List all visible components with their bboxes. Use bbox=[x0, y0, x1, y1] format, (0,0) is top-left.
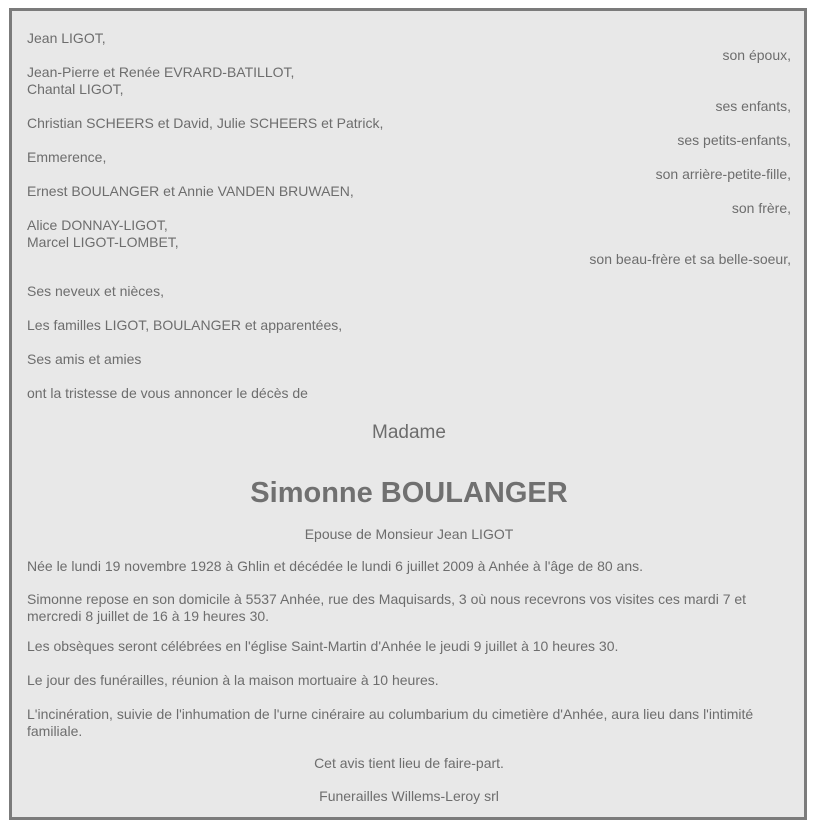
birth-death-paragraph: Née le lundi 19 novembre 1928 à Ghlin et décédée le lundi 6 juillet 2009 à Anhée à l'âge de 80 ans. bbox=[27, 558, 644, 574]
families-line: Les familles LIGOT, BOULANGER et apparentées, bbox=[27, 317, 343, 333]
children-name-2: Chantal LIGOT, bbox=[27, 81, 124, 97]
deceased-name: Simonne BOULANGER bbox=[250, 477, 568, 509]
inlaws-name-1: Alice DONNAY-LIGOT, bbox=[27, 217, 168, 233]
friends-line: Ses amis et amies bbox=[27, 351, 142, 367]
children-role: ses enfants, bbox=[715, 98, 791, 114]
brother-name: Ernest BOULANGER et Annie VANDEN BRUWAEN, bbox=[27, 183, 354, 199]
announce-line: ont la tristesse de vous annoncer le décès de bbox=[27, 385, 308, 401]
inlaws-name-2: Marcel LIGOT-LOMBET, bbox=[27, 234, 179, 250]
nephews-line: Ses neveux et nièces, bbox=[27, 283, 164, 299]
spouse-role: son époux, bbox=[722, 47, 791, 63]
children-name-1: Jean-Pierre et Renée EVRARD-BATILLOT, bbox=[27, 64, 295, 80]
funeral-home: Funerailles Willems-Leroy srl bbox=[319, 788, 499, 804]
funeral-paragraph: Les obsèques seront célébrées en l'église Saint-Martin d'Anhée le jeudi 9 juillet à 10 heures 30. bbox=[27, 638, 619, 654]
great-grandchild-role: son arrière-petite-fille, bbox=[655, 166, 791, 182]
deceased-spouse-line: Epouse de Monsieur Jean LIGOT bbox=[304, 526, 514, 542]
obituary-card bbox=[9, 8, 807, 820]
spouse-name: Jean LIGOT, bbox=[27, 30, 106, 46]
great-grandchild-name: Emmerence, bbox=[27, 149, 107, 165]
deceased-title: Madame bbox=[372, 422, 446, 443]
brother-role: son frère, bbox=[731, 200, 791, 216]
visitation-paragraph: Simonne repose en son domicile à 5537 Anhée, rue des Maquisards, 3 où nous recevrons vos visites ces mardi 7 et mercredi 8 juillet de 16 à 19 heures 30. bbox=[27, 591, 747, 624]
grandchildren-names: Christian SCHEERS et David, Julie SCHEERS et Patrick, bbox=[27, 115, 384, 131]
notice-line: Cet avis tient lieu de faire-part. bbox=[314, 755, 504, 771]
grandchildren-role: ses petits-enfants, bbox=[677, 132, 791, 148]
cremation-paragraph: L'incinération, suivie de l'inhumation de l'urne cinéraire au columbarium du cimetière d'Anhée, aura lieu dans l'intimité familiale. bbox=[27, 706, 754, 739]
inlaws-role: son beau-frère et sa belle-soeur, bbox=[589, 251, 791, 267]
meeting-paragraph: Le jour des funérailles, réunion à la maison mortuaire à 10 heures. bbox=[27, 672, 439, 688]
